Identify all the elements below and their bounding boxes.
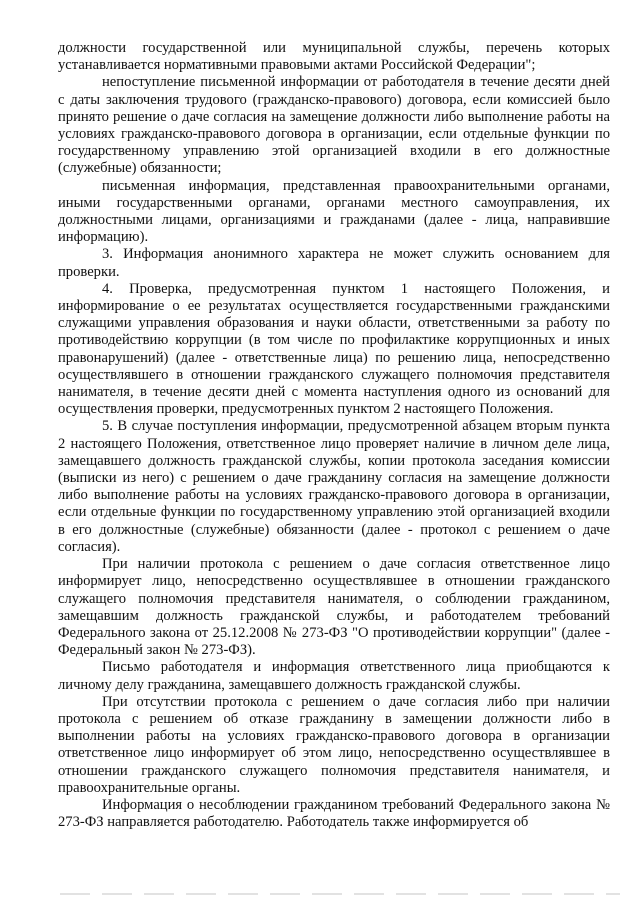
paragraph-2: непоступление письменной информации от работодателя в течение десяти дней с даты заключения трудового (гражданско-правового) договора, если комиссией было принято решение о даче согласия на замещение должности либо выполнение работы на условиях гражданско-правового договора в организации, если отдельные функции по государственному управлению этой организацией входили в его должностные (служебные) обязанности; — [58, 74, 610, 177]
paragraph-6: 5. В случае поступления информации, предусмотренной абзацем вторым пункта 2 настоящего Положения, ответственное лицо проверяет наличие в личном деле лица, замещавшего должность гражданской службы, копии протокола заседания комиссии (выписки из него) с решением о даче гражданину согласия на замещение должности либо выполнение работы на условиях гражданско-правового договора в организации, если отдельные функции по государственному управлению этой организацией входили в его должностные (служебные) обязанности (далее - протокол с решением о даче согласия). — [58, 418, 610, 555]
paragraph-8: Письмо работодателя и информация ответственного лица приобщаются к личному делу гражданина, замещавшего должность гражданской службы. — [58, 659, 610, 693]
scan-noise-line — [60, 893, 620, 895]
paragraph-1: должности государственной или муниципальной службы, перечень которых устанавливается нормативными правовыми актами Российской Федерации"; — [58, 40, 610, 74]
paragraph-9: При отсутствии протокола с решением о даче согласия либо при наличии протокола с решением об отказе гражданину в замещении должности либо в выполнении работы на условиях гражданско-правового договора в организации ответственное лицо информирует об этом лицо, непосредственно осуществлявшее в отношении гражданского служащего полномочия представителя нанимателя, и правоохранительные органы. — [58, 693, 610, 796]
paragraph-4: 3. Информация анонимного характера не может служить основанием для проверки. — [58, 246, 610, 280]
document-page — [58, 40, 610, 831]
paragraph-5: 4. Проверка, предусмотренная пунктом 1 настоящего Положения, и информирование о ее результатах осуществляется государственными гражданскими служащими управления образования и науки области, ответственными за работу по противодействию коррупции (в том числе по профилактике коррупционных и иных правонарушений) (далее - ответственные лица) по решению лица, непосредственно осуществлявшего в отношении гражданского служащего полномочия представителя нанимателя, в течение десяти дней с момента наступления одного из оснований для осуществления проверки, предусмотренных пунктом 2 настоящего Положения. — [58, 280, 610, 418]
paragraph-7: При наличии протокола с решением о даче согласия ответственное лицо информирует лицо, непосредственно осуществлявшее в отношении гражданского служащего полномочия представителя нанимателя, о соблюдении гражданином, замещавшим должность гражданской службы, и работодателем требований Федерального закона от 25.12.2008 № 273-ФЗ "О противодействии коррупции" (далее - Федеральный закон № 273-ФЗ). — [58, 556, 610, 659]
paragraph-3: письменная информация, представленная правоохранительными органами, иными государственными органами, органами местного самоуправления, их должностными лицами, организациями и гражданами (далее - лица, направившие информацию). — [58, 177, 610, 246]
paragraph-10: Информация о несоблюдении гражданином требований Федерального закона № 273-ФЗ направляется работодателю. Работодатель также информируется об — [58, 796, 610, 831]
